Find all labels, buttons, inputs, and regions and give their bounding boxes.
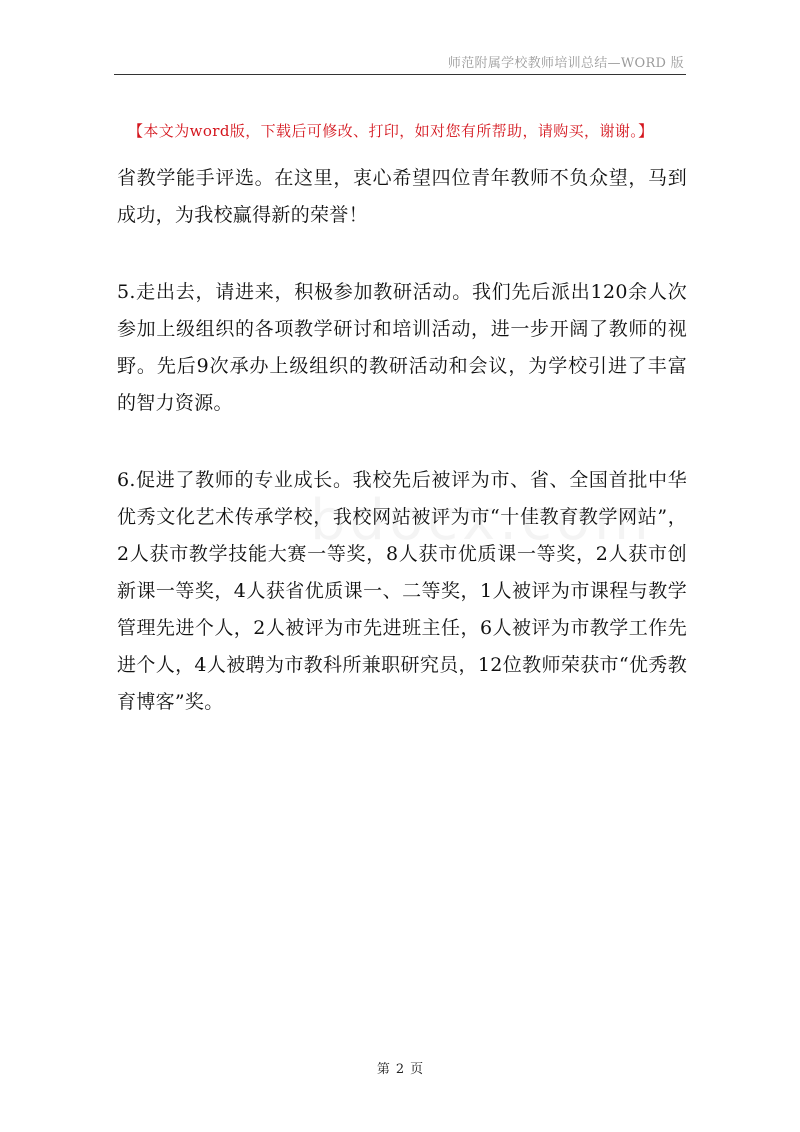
header-divider bbox=[114, 74, 686, 75]
document-body bbox=[117, 160, 687, 721]
running-header: 师范附属学校教师培训总结—WORD 版 bbox=[447, 56, 684, 71]
page-label-prefix: 第 bbox=[376, 1062, 390, 1077]
page-footer bbox=[0, 1058, 800, 1077]
paragraph-item-6: 6.促进了教师的专业成长。我校先后被评为市、省、全国首批中华优秀文化艺术传承学校，我校网站被评为市“十佳教育教学网站”，2人获市教学技能大赛一等奖，8人获市优质课一等奖，2人获市创新课一等奖，4人获省优质课一、二等奖，1人被评为市课程与教学管理先进个人，2人被评为市先进班主任，6人被评为市教学工作先进个人，4人被聘为市教科所兼职研究员，12位教师荣获市“优秀教育博客”奖。 bbox=[117, 469, 687, 713]
download-notice: 【本文为word版，下载后可修改、打印，如对您有所帮助，请购买，谢谢。】 bbox=[128, 122, 654, 140]
page-label-suffix: 页 bbox=[410, 1062, 424, 1077]
page-number: 2 bbox=[395, 1062, 405, 1077]
paragraph-item-5: 5.走出去，请进来，积极参加教研活动。我们先后派出120余人次参加上级组织的各项教学研讨和培训活动，进一步开阔了教师的视野。先后9次承办上级组织的教研活动和会议，为学校引进了丰富的智力资源。 bbox=[117, 281, 687, 414]
paragraph-continued: 省教学能手评选。在这里，衷心希望四位青年教师不负众望，马到成功，为我校赢得新的荣誉！ bbox=[117, 167, 687, 226]
